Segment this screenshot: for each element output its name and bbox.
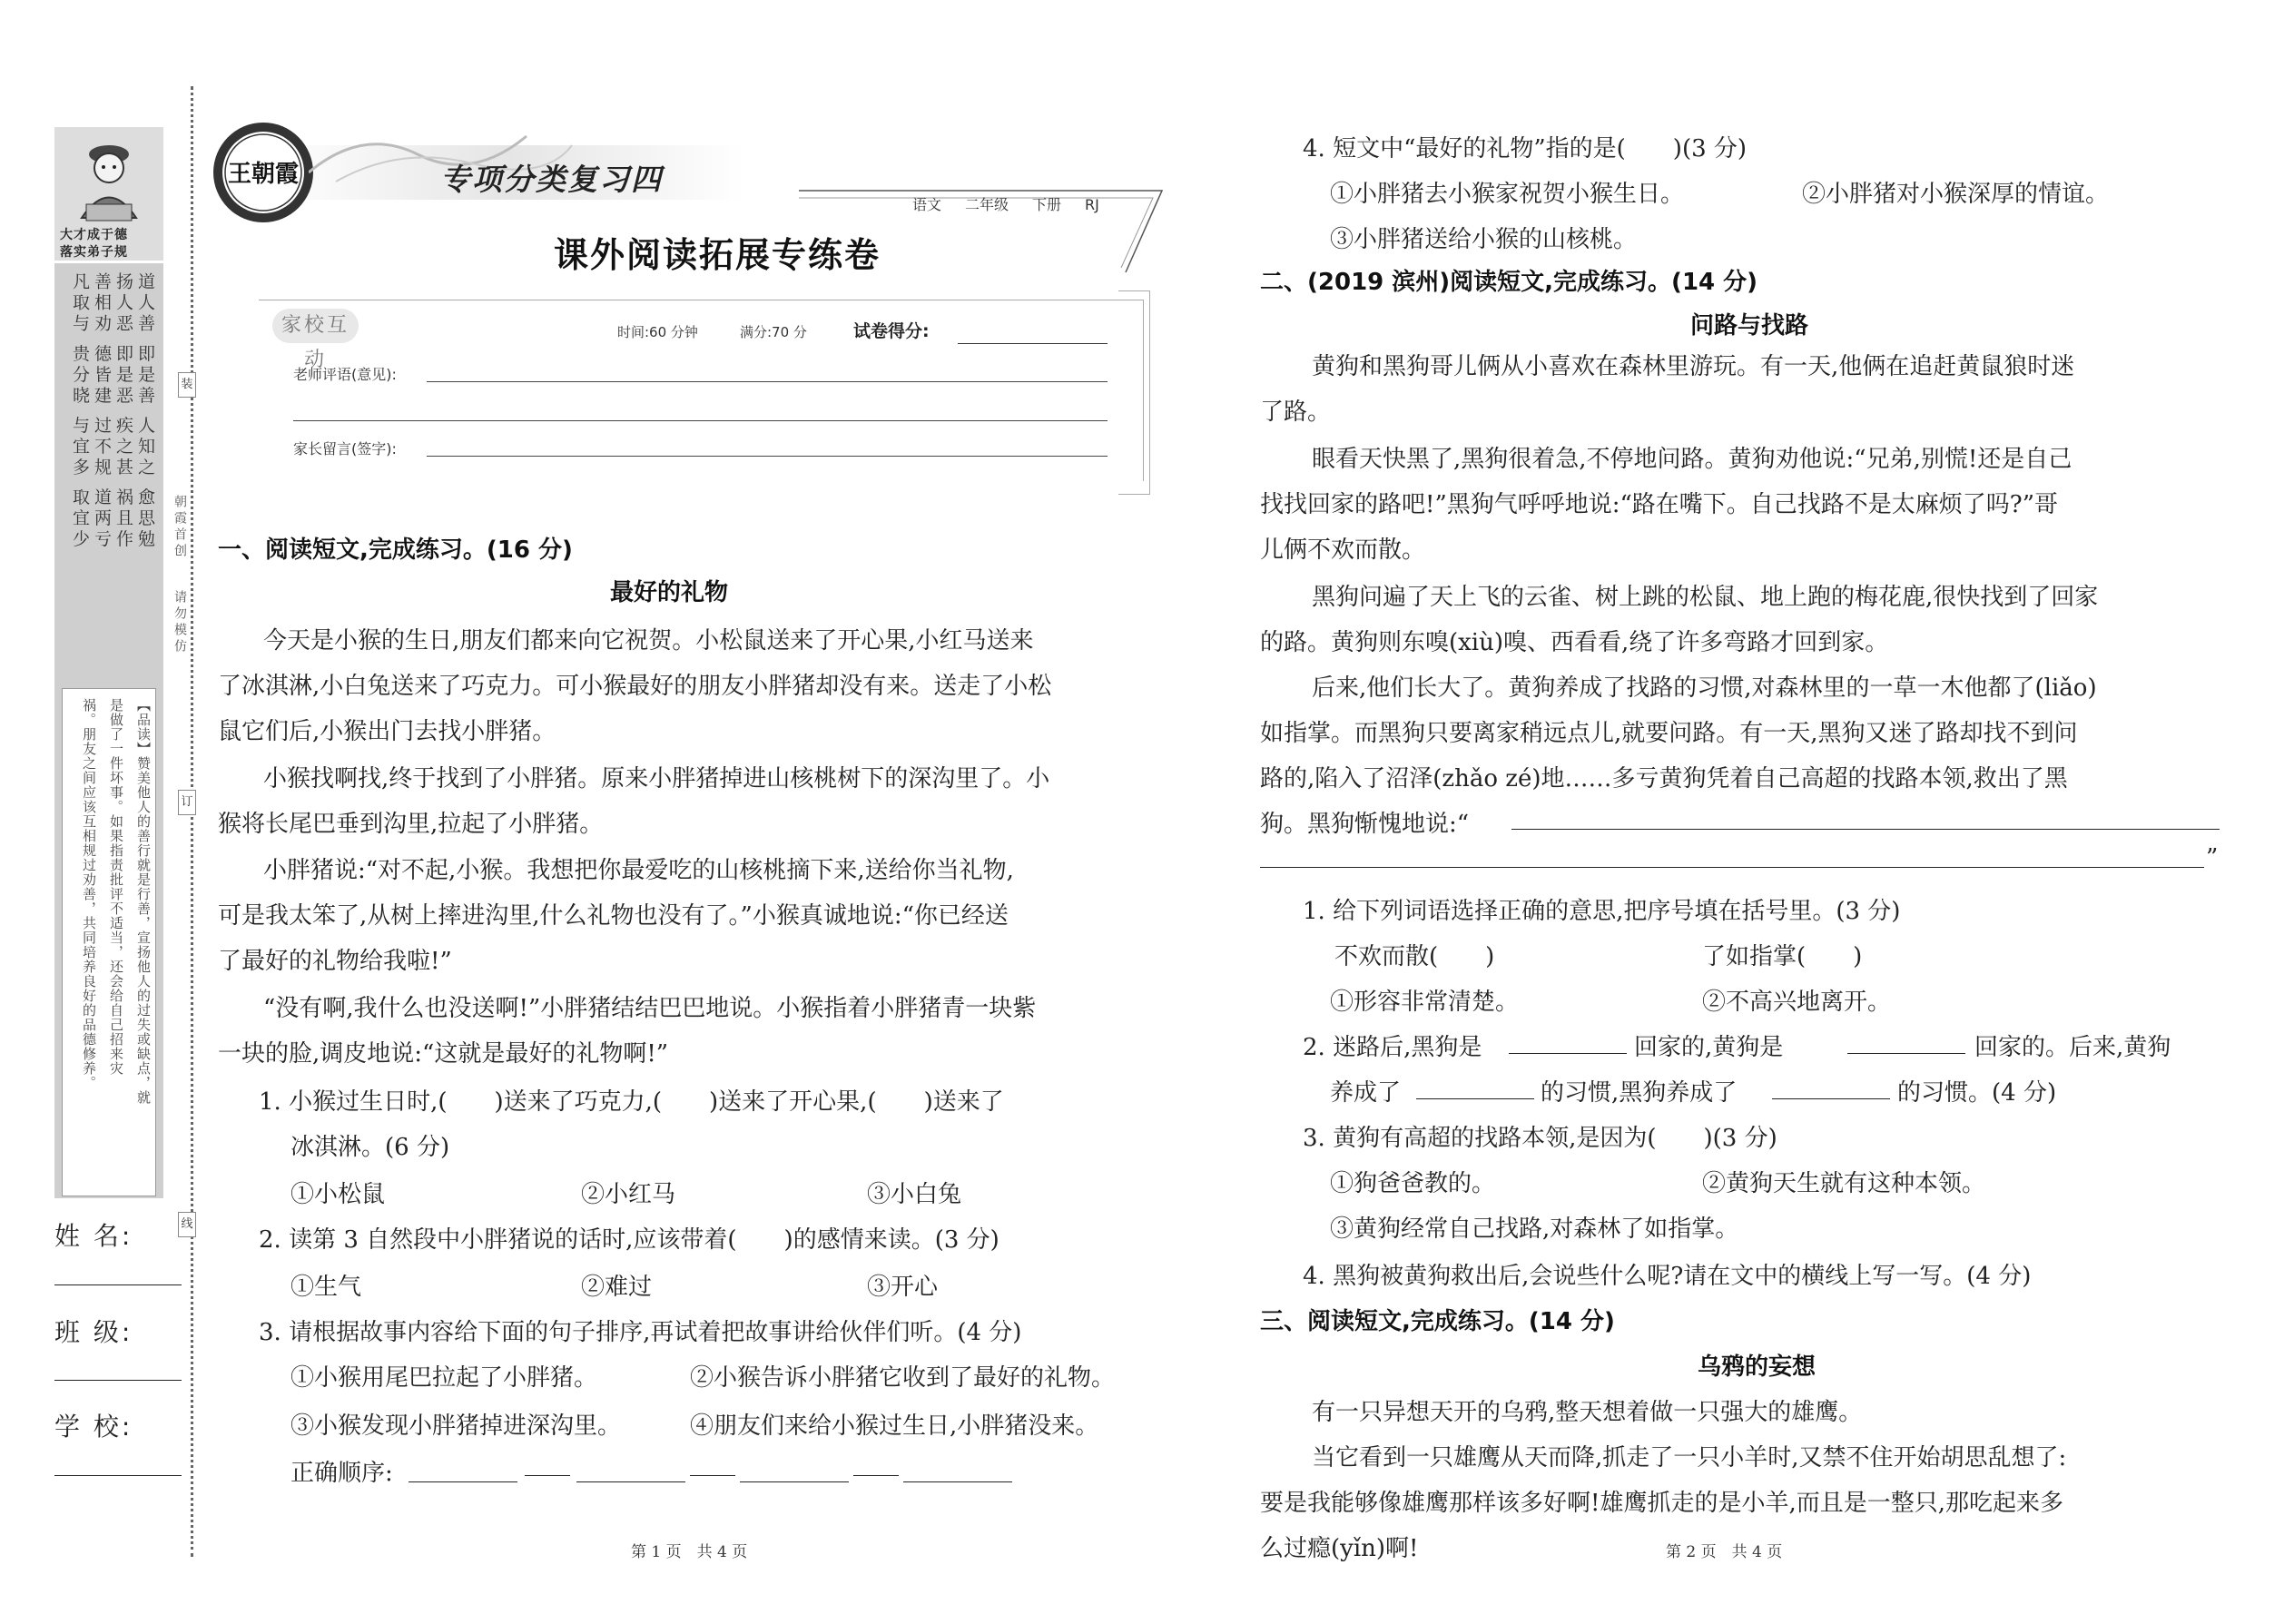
parent-message-label: 家长留言(签字):	[293, 440, 397, 458]
fill-blank[interactable]	[1509, 1053, 1627, 1054]
passage-line: 一块的脸,调皮地说:“这就是最好的礼物啊!”	[218, 1040, 669, 1068]
passage-line: 儿俩不欢而散。	[1260, 536, 1426, 564]
school-line[interactable]	[54, 1475, 182, 1476]
passage-line: 眼看天快黑了,黑狗很着急,不停地问路。黄狗劝他说:“兄弟,别慌!还是自己	[1312, 446, 2072, 473]
question-2: 2. 迷路后,黑狗是	[1303, 1034, 1482, 1061]
closing-quote: ”	[2206, 844, 2219, 871]
logo-text: 王朝霞	[227, 161, 300, 188]
option: ③小胖猪送给小猴的山核桃。	[1330, 226, 1638, 253]
option: ①小胖猪去小猴家祝贺小猴生日。	[1330, 181, 1685, 208]
question-1-cont: 冰淇淋。(6 分)	[290, 1134, 450, 1161]
option: ①形容非常清楚。	[1330, 989, 1520, 1016]
fill-blank[interactable]	[1772, 1098, 1890, 1099]
passage-title: 问路与找路	[1690, 312, 1809, 340]
option: ②不高兴地离开。	[1702, 989, 1892, 1016]
passage-line: “没有啊,我什么也没送啊!”小胖猪结结巴巴地说。小猴指着小胖猪青一块紫	[263, 995, 1037, 1022]
word-item: 了如指掌( )	[1702, 943, 1863, 970]
question-4: 4. 短文中“最好的礼物”指的是( )(3 分)	[1303, 135, 1748, 162]
pindu-column: 是做了一件坏事。如果指责批评不适当，还会给自己招来灾	[108, 698, 124, 1076]
question-3: 3. 请根据故事内容给下面的句子排序,再试着把故事讲给伙伴们听。(4 分)	[259, 1319, 1022, 1346]
option: ③黄狗经常自己找路,对森林了如指掌。	[1330, 1216, 1739, 1243]
question-2-part: 养成了	[1330, 1079, 1402, 1107]
option: ②黄狗天生就有这种本领。	[1702, 1170, 1986, 1197]
sentence-option: ③小猴发现小胖猪掉进深沟里。	[290, 1412, 622, 1440]
fill-blank[interactable]	[1847, 1053, 1965, 1054]
sentence-option: ①小猴用尾巴拉起了小胖猪。	[290, 1364, 598, 1392]
section-heading: 二、(2019 滨州)阅读短文,完成练习。(14 分)	[1260, 269, 1758, 296]
name-label: 姓 名:	[54, 1221, 133, 1251]
passage-line: 小胖猪说:“对不起,小猴。我想把你最爱吃的山核桃摘下来,送给你当礼物,	[263, 857, 1014, 884]
scholar-illustration	[54, 127, 163, 263]
score-label: 试卷得分:	[853, 321, 930, 341]
option: ③小白兔	[867, 1181, 962, 1208]
order-dash	[525, 1475, 570, 1476]
passage-line: 小猴找啊找,终于找到了小胖猪。原来小胖猪掉进山核桃树下的深沟里了。小	[263, 765, 1050, 792]
poem-column: 扬人恶 即是恶 疾之甚 祸且作	[113, 272, 133, 551]
question-1: 1. 小猴过生日时,( )送来了巧克力,( )送来了开心果,( )送来了	[259, 1088, 1004, 1116]
name-line[interactable]	[54, 1284, 182, 1285]
poem-column: 道人善 即是善 人知之 愈思勉	[135, 272, 155, 551]
order-blank[interactable]	[409, 1481, 517, 1482]
option: ②小红马	[581, 1181, 676, 1208]
sentence-option: ②小猴告诉小胖猪它收到了最好的礼物。	[690, 1364, 1116, 1392]
order-blank[interactable]	[576, 1481, 685, 1482]
passage-line: 了冰淇淋,小白兔送来了巧克力。可小猴最好的朋友小胖猪却没有来。送走了小松	[218, 673, 1052, 700]
answer-line[interactable]	[1260, 867, 2204, 868]
question-3: 3. 黄狗有高超的找路本领,是因为( )(3 分)	[1303, 1125, 1777, 1152]
motto-line-2: 落实弟子规	[60, 245, 128, 260]
binding-mark: 装	[178, 372, 196, 398]
option: ②难过	[581, 1274, 653, 1301]
class-label: 班 级:	[54, 1317, 133, 1347]
tag-subject: 语文	[912, 196, 942, 213]
time-info: 时间:60 分钟	[617, 324, 698, 340]
poem-column: 凡取与 贵分晓 与宜多 取宜少	[70, 272, 90, 551]
teacher-comment-label: 老师评语(意见):	[293, 366, 397, 383]
binding-mark: 订	[178, 790, 196, 815]
question-2-part: 回家的,黄狗是	[1634, 1034, 1784, 1061]
binding-dashed-line	[191, 86, 193, 1557]
binding-note: 朝霞首创	[172, 495, 187, 560]
passage-line: 鼠它们后,小猴出门去找小胖猪。	[218, 718, 556, 745]
passage-title: 最好的礼物	[610, 579, 729, 606]
passage-title: 乌鸦的妄想	[1698, 1353, 1816, 1381]
paper-tags	[912, 193, 1123, 214]
jiaxiao-badge: 家校互动	[272, 309, 359, 343]
passage-line: 么过瘾(yǐn)啊!	[1260, 1535, 1419, 1562]
school-label: 学 校:	[54, 1412, 133, 1442]
order-blank[interactable]	[740, 1481, 849, 1482]
tag-grade: 二年级	[965, 196, 1009, 213]
passage-line: 有一只异想天开的乌鸦,整天想着做一只强大的雄鹰。	[1312, 1399, 1863, 1426]
comment-frame	[259, 300, 1144, 481]
pindu-column: 【品读】赞美他人的善行就是行善，宣扬他人的过失或缺点，就	[135, 698, 152, 1105]
tag-volume: 下册	[1032, 196, 1062, 213]
order-blank[interactable]	[903, 1481, 1012, 1482]
passage-line: 猴将长尾巴垂到沟里,拉起了小胖猪。	[218, 811, 604, 838]
option: ③开心	[867, 1274, 939, 1301]
passage-line: 后来,他们长大了。黄狗养成了找路的习惯,对森林里的一草一木他都了(liǎo)	[1312, 674, 2097, 702]
passage-line: 今天是小猴的生日,朋友们都来向它祝贺。小松鼠送来了开心果,小红马送来	[263, 627, 1034, 655]
page-number: 第 2 页 共 4 页	[1666, 1543, 1783, 1561]
paper-title: 课外阅读拓展专练卷	[554, 235, 881, 275]
binding-note: 请勿模仿	[172, 590, 187, 655]
passage-line: 要是我能够像雄鹰那样该多好啊!雄鹰抓走的是小羊,而且是一整只,那吃起来多	[1260, 1490, 2063, 1517]
poem-column: 善相劝 德皆建 过不规 道两亏	[92, 272, 112, 551]
passage-line: 狗。黑狗惭愧地说:“	[1260, 811, 1470, 838]
option: ①小松鼠	[290, 1181, 386, 1208]
order-dash	[690, 1475, 735, 1476]
tag-edition: RJ	[1085, 196, 1099, 213]
pindu-column: 祸。朋友之间应该互相规过劝善，共同培养良好的品德修养。	[81, 698, 97, 1090]
question-2-part: 的习惯,黑狗养成了	[1541, 1079, 1738, 1107]
binding-mark: 线	[178, 1212, 196, 1237]
passage-line: 路的,陷入了沼泽(zhǎo zé)地……多亏黄狗凭着自己高超的找路本领,救出了黑	[1260, 765, 2068, 792]
passage-line: 了最好的礼物给我啦!”	[218, 948, 452, 975]
question-1: 1. 给下列词语选择正确的意思,把序号填在括号里。(3 分)	[1303, 898, 1901, 925]
comment-frame-corner	[1118, 290, 1150, 495]
logo-icon	[209, 118, 318, 227]
passage-line: 当它看到一只雄鹰从天而降,抓走了一只小羊时,又禁不住开始胡思乱想了:	[1312, 1444, 2067, 1471]
pindu-box	[62, 688, 156, 1196]
fill-blank[interactable]	[1416, 1098, 1534, 1099]
option: ①狗爸爸教的。	[1330, 1170, 1496, 1197]
order-dash	[853, 1475, 899, 1476]
question-2-part: 回家的。后来,黄狗	[1974, 1034, 2171, 1061]
passage-line: 可是我太笨了,从树上摔进沟里,什么礼物也没有了。”小猴真诚地说:“你已经送	[218, 902, 1009, 930]
question-2-part: 的习惯。(4 分)	[1897, 1079, 2057, 1107]
motto-line-1: 大才成于德	[60, 228, 128, 242]
order-label: 正确顺序:	[290, 1460, 393, 1487]
passage-line: 的路。黄狗则东嗅(xiù)嗅、西看看,绕了许多弯路才回到家。	[1260, 629, 1889, 656]
option: ①生气	[290, 1274, 362, 1301]
passage-line: 了路。	[1260, 399, 1332, 426]
motto-sidebar	[54, 127, 163, 1198]
scholar-icon	[54, 127, 163, 227]
passage-line: 黄狗和黑狗哥儿俩从小喜欢在森林里游玩。有一天,他俩在追赶黄鼠狼时迷	[1312, 353, 2075, 380]
passage-line: 黑狗问遍了天上飞的云雀、树上跳的松鼠、地上跑的梅花鹿,很快找到了回家	[1312, 584, 2099, 611]
series-title: 专项分类复习四	[440, 162, 663, 197]
answer-line[interactable]	[1511, 829, 2220, 830]
class-line[interactable]	[54, 1380, 182, 1381]
passage-line: 如指掌。而黑狗只要离家稍远点儿,就要问路。有一天,黑狗又迷了路却找不到问	[1260, 720, 2078, 747]
word-item: 不欢而散( )	[1334, 943, 1495, 970]
question-2: 2. 读第 3 自然段中小胖猪说的话时,应该带着( )的感情来读。(3 分)	[259, 1226, 999, 1254]
page-number: 第 1 页 共 4 页	[631, 1543, 748, 1561]
section-heading: 一、阅读短文,完成练习。(16 分)	[218, 536, 573, 564]
section-heading: 三、阅读短文,完成练习。(14 分)	[1260, 1308, 1615, 1335]
sentence-option: ④朋友们来给小猴过生日,小胖猪没来。	[690, 1412, 1099, 1440]
full-score-info: 满分:70 分	[740, 324, 807, 340]
option: ②小胖猪对小猴深厚的情谊。	[1802, 181, 2110, 208]
question-4: 4. 黑狗被黄狗救出后,会说些什么呢?请在文中的横线上写一写。(4 分)	[1303, 1263, 2032, 1290]
passage-line: 找找回家的路吧!”黑狗气呼呼地说:“路在嘴下。自己找路不是太麻烦了吗?”哥	[1260, 491, 2059, 518]
